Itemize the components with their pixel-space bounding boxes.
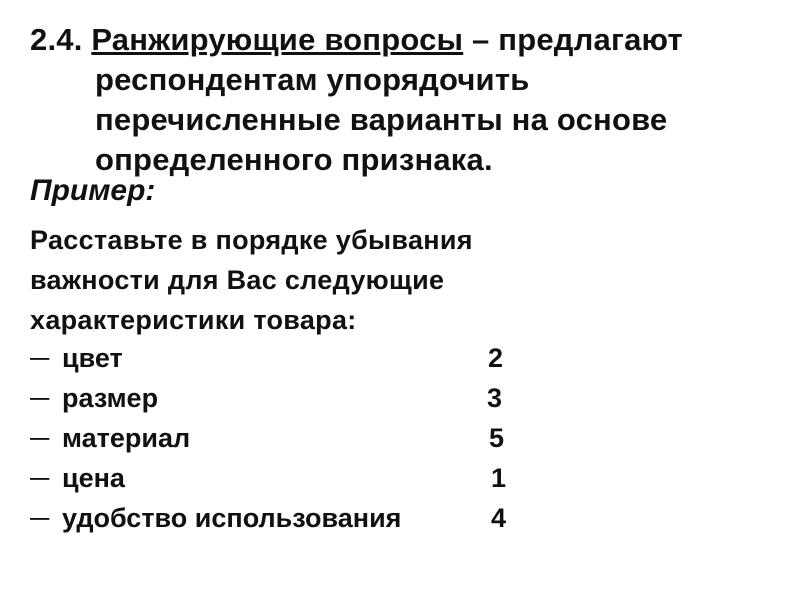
option-name: цена (62, 463, 125, 493)
dash-icon: ─ (30, 383, 50, 413)
term-ranking-questions: Ранжирующие вопросы (91, 22, 464, 57)
option-name: цвет (62, 343, 123, 373)
option-item (30, 503, 550, 537)
example-label: Пример: (30, 174, 156, 207)
definition-heading (30, 20, 780, 180)
dash-icon: ─ (30, 343, 50, 373)
option-rank: 1 (491, 463, 507, 493)
option-item (30, 423, 550, 457)
option-item (30, 343, 550, 377)
prompt-line-3: характеристики товара: (30, 305, 357, 335)
prompt-line-2: важности для Вас следующие (30, 265, 445, 295)
option-name: удобство использования (62, 503, 402, 533)
option-rank: 4 (491, 503, 507, 533)
definition-line-3: перечисленные варианты на основе (95, 102, 668, 137)
option-rank: 5 (489, 423, 505, 453)
dash-icon: ─ (30, 463, 50, 493)
option-name: материал (62, 423, 191, 453)
definition-line-1: – предлагают (463, 22, 683, 57)
dash-icon: ─ (30, 503, 50, 533)
option-item (30, 463, 550, 497)
section-number: 2.4. (30, 22, 83, 57)
option-rank: 3 (487, 383, 503, 413)
option-name: размер (62, 383, 159, 413)
dash-icon: ─ (30, 423, 50, 453)
option-item (30, 383, 550, 417)
definition-line-2: респондентам упорядочить (95, 62, 530, 97)
prompt-line-1: Расставьте в порядке убывания (30, 225, 473, 255)
definition-line-4: определенного признака. (95, 142, 493, 177)
option-rank: 2 (488, 343, 504, 373)
